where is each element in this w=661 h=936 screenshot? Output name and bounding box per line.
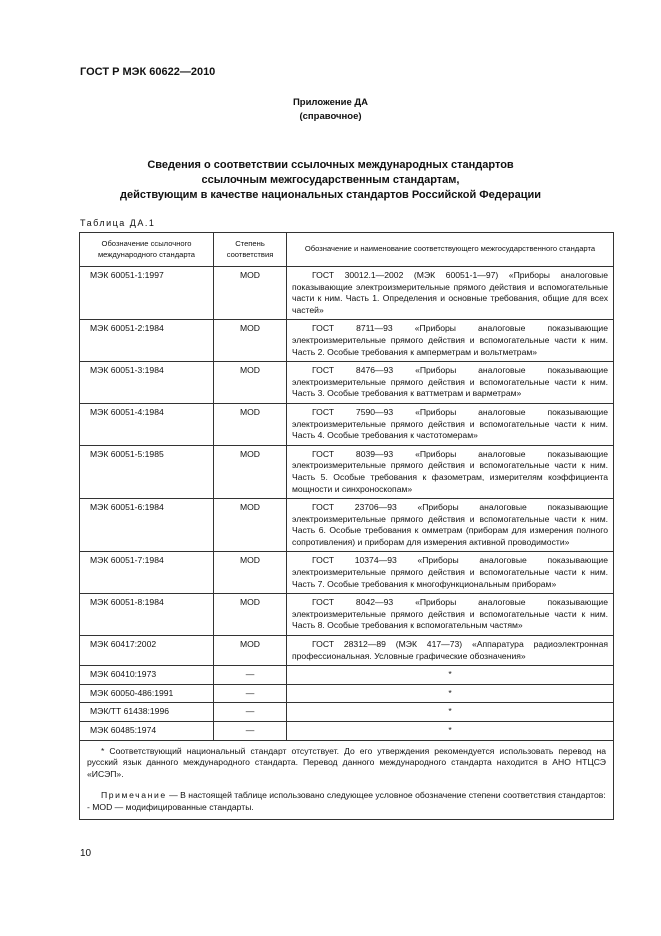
- cell-national-standard: [287, 362, 614, 404]
- section-title: [0, 158, 661, 203]
- national-standard-text: *: [448, 669, 452, 680]
- national-standard-text: ГОСТ 23706—93 «Приборы аналоговые показывающие электроизмерительные прямого действия и вспомогательные части к ним. Часть 6. Особые требования к омметрам (приборам для измерения полного сопротивления) и приборам для измерения активной проводимости»: [292, 502, 608, 547]
- column-header-degree: Степень соответствия: [214, 233, 287, 267]
- cell-degree: MOD: [214, 445, 287, 498]
- correspondence-table: [79, 232, 614, 820]
- footnote-cell: [80, 740, 614, 819]
- national-standard-text: *: [448, 687, 452, 698]
- section-title-line: Сведения о соответствии ссылочных международных стандартов: [147, 159, 514, 171]
- column-header-national-standard: Обозначение и наименование соответствующего межгосударственного стандарта: [287, 233, 614, 267]
- cell-reference-standard: МЭК 60051-4:1984: [80, 403, 214, 445]
- cell-reference-standard: МЭК 60051-3:1984: [80, 362, 214, 404]
- cell-national-standard: [287, 666, 614, 685]
- cell-national-standard: [287, 703, 614, 722]
- cell-national-standard: [287, 636, 614, 666]
- table-caption: Таблица ДА.1: [80, 218, 156, 228]
- table-row: [80, 684, 614, 703]
- cell-reference-standard: МЭК 60051-6:1984: [80, 499, 214, 552]
- cell-reference-standard: МЭК 60050-486:1991: [80, 684, 214, 703]
- cell-reference-standard: МЭК 60485:1974: [80, 722, 214, 741]
- cell-degree: MOD: [214, 362, 287, 404]
- footnote-text: * Соответствующий национальный стандарт отсутствует. До его утверждения рекомендуется использовать перевод на русский язык данного международного стандарта. Перевод данного международного стандарта находится в АНО НТЦСЭ «ИСЭП».: [87, 745, 606, 779]
- table-row: [80, 320, 614, 362]
- cell-national-standard: [287, 594, 614, 636]
- note-item: - MOD — модифицированные стандарты.: [87, 801, 254, 812]
- national-standard-text: ГОСТ 8039—93 «Приборы аналоговые показывающие электроизмерительные прямого действия и вспомогательные части к ним. Часть 5. Особые требования к фазометрам, измерителям коэффициента мощности и синхроноскопам»: [292, 448, 608, 494]
- section-title-line: ссылочным межгосударственным стандартам,: [201, 174, 460, 186]
- cell-degree: MOD: [214, 636, 287, 666]
- table-row: [80, 666, 614, 685]
- note: [87, 790, 606, 802]
- table-row: [80, 722, 614, 741]
- table-row: [80, 445, 614, 498]
- national-standard-text: *: [448, 706, 452, 717]
- cell-degree: MOD: [214, 267, 287, 320]
- cell-reference-standard: МЭК 60051-1:1997: [80, 267, 214, 320]
- cell-degree: MOD: [214, 403, 287, 445]
- cell-degree: —: [214, 722, 287, 741]
- table-row: [80, 636, 614, 666]
- cell-reference-standard: МЭК 60051-5:1985: [80, 445, 214, 498]
- cell-reference-standard: МЭК 60051-7:1984: [80, 552, 214, 594]
- table-row: [80, 267, 614, 320]
- table-row: [80, 703, 614, 722]
- national-standard-text: ГОСТ 8711—93 «Приборы аналоговые показывающие электроизмерительные прямого действия и вспомогательные части к ним. Часть 2. Особые требования к амперметрам и вольтметрам»: [292, 323, 608, 357]
- cell-national-standard: [287, 499, 614, 552]
- annex-title: Приложение ДА: [292, 97, 369, 108]
- column-header-reference: Обозначение ссылочного международного стандарта: [80, 233, 214, 267]
- cell-national-standard: [287, 722, 614, 741]
- table-row: [80, 594, 614, 636]
- cell-national-standard: [287, 320, 614, 362]
- national-standard-text: ГОСТ 30012.1—2002 (МЭК 60051-1—97) «Приборы аналоговые показывающие электроизмерительные прямого действия и вспомогательные части к ним. Часть 1. Определения и основные требования, общие для всех частей»: [292, 270, 608, 315]
- national-standard-text: *: [448, 725, 452, 735]
- section-title-line: действующим в качестве национальных стандартов Российской Федерации: [119, 189, 542, 201]
- table-header-row: [80, 233, 614, 267]
- note-label: Примечание: [101, 790, 167, 801]
- cell-reference-standard: МЭК/ТТ 61438:1996: [80, 703, 214, 722]
- table-row: [80, 552, 614, 594]
- table-row: [80, 499, 614, 552]
- annex-subtitle: (справочное): [299, 111, 362, 122]
- note-text: — В настоящей таблице использовано следующее условное обозначение степени соответствия стандартов:: [166, 790, 606, 801]
- cell-reference-standard: МЭК 60417:2002: [80, 636, 214, 666]
- cell-degree: —: [214, 666, 287, 685]
- cell-reference-standard: МЭК 60051-2:1984: [80, 320, 214, 362]
- cell-degree: MOD: [214, 552, 287, 594]
- cell-national-standard: [287, 403, 614, 445]
- cell-national-standard: [287, 684, 614, 703]
- document-header: ГОСТ Р МЭК 60622—2010: [80, 66, 216, 78]
- cell-reference-standard: МЭК 60410:1973: [80, 666, 214, 685]
- cell-national-standard: [287, 267, 614, 320]
- cell-national-standard: [287, 552, 614, 594]
- table-row: [80, 362, 614, 404]
- cell-degree: MOD: [214, 499, 287, 552]
- cell-degree: —: [214, 684, 287, 703]
- cell-degree: MOD: [214, 594, 287, 636]
- national-standard-text: ГОСТ 28312—89 (МЭК 417—73) «Аппаратура радиоэлектронная профессиональная. Условные графические обозначения»: [292, 639, 608, 661]
- table-row: [80, 403, 614, 445]
- page-number: 10: [80, 848, 92, 859]
- table-body: [80, 267, 614, 741]
- national-standard-text: ГОСТ 8042—93 «Приборы аналоговые показывающие электроизмерительные прямого действия и вспомогательные части к ним. Часть 8. Особые требования к вспомогательным частям»: [292, 597, 608, 631]
- national-standard-text: ГОСТ 7590—93 «Приборы аналоговые показывающие электроизмерительные прямого действия и вспомогательные части к ним. Часть 4. Особые требования к частотомерам»: [292, 406, 608, 441]
- cell-degree: —: [214, 703, 287, 722]
- cell-degree: MOD: [214, 320, 287, 362]
- cell-national-standard: [287, 445, 614, 498]
- footnote-row: [80, 740, 614, 819]
- national-standard-text: ГОСТ 8476—93 «Приборы аналоговые показывающие электроизмерительные прямого действия и вспомогательные части к ним. Часть 3. Особые требования к ваттметрам и варметрам»: [292, 365, 608, 399]
- national-standard-text: ГОСТ 10374—93 «Приборы аналоговые показывающие электроизмерительные прямого действия и вспомогательные части к ним. Часть 7. Особые требования к многофункциональным приборам»: [292, 555, 608, 589]
- cell-reference-standard: МЭК 60051-8:1984: [80, 594, 214, 636]
